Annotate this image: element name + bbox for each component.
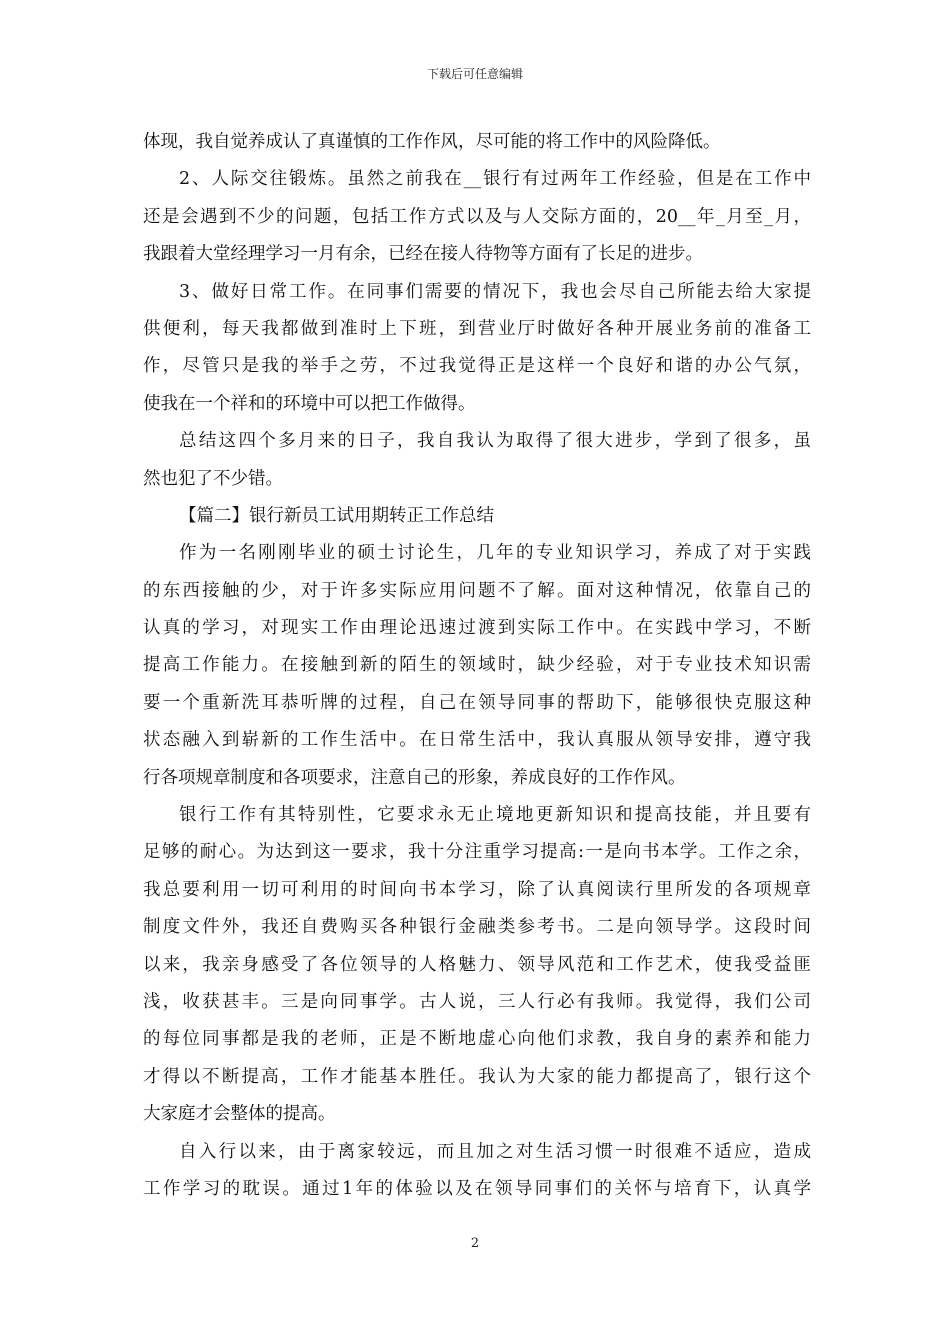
text-line: 3、做好日常工作。在同事们需要的情况下，我也会尽自己所能去给大家提 [179, 281, 811, 302]
text-line: 的东西接触的少，对于许多实际应用问题不了解。面对这种情况，依靠自己的 [143, 580, 811, 601]
page-header: 下载后可任意编辑 [426, 67, 523, 81]
text-line: 提高工作能力。在接触到新的陌生的领域时，缺少经验，对于专业技术知识需 [143, 655, 811, 676]
text-line: 以来，我亲身感受了各位领导的人格魅力、领导风范和工作艺术，使我受益匪 [143, 954, 811, 975]
document-body [143, 124, 811, 1208]
text-line: 2、人际交往锻炼。虽然之前我在__银行有过两年工作经验，但是在工作中 [179, 169, 811, 190]
text-line: 浅，收获甚丰。三是向同事学。古人说，三人行必有我师。我觉得，我们公司 [143, 991, 811, 1012]
text-line: 我总要利用一切可利用的时间向书本学习，除了认真阅读行里所发的各项规章 [143, 879, 811, 900]
text-line: 认真的学习，对现实工作由理论迅速过渡到实际工作中。在实践中学习，不断 [143, 618, 811, 639]
text-line: 【篇二】银行新员工试用期转正工作总结 [179, 505, 494, 526]
text-line: 体现，我自觉养成认了真谨慎的工作作风，尽可能的将工作中的风险降低。 [143, 132, 721, 152]
text-line: 工作学习的耽误。通过1年的体验以及在领导同事们的关怀与培育下，认真学 [143, 1178, 811, 1199]
text-line: 行各项规章制度和各项要求，注意自己的形象，养成良好的工作作风。 [143, 767, 686, 788]
text-line: 然也犯了不少错。 [143, 468, 283, 489]
text-line: 银行工作有其特别性，它要求永无止境地更新知识和提高技能，并且要有 [179, 805, 811, 826]
text-line: 还是会遇到不少的问题，包括工作方式以及与人交际方面的，20__年_月至_月， [143, 206, 811, 227]
text-line: 我跟着大堂经理学习一月有余，已经在接人待物等方面有了长足的进步。 [143, 244, 703, 265]
text-line: 制度文件外，我还自费购买各种银行金融类参考书。二是向领导学。这段时间 [143, 917, 811, 938]
text-line: 作为一名刚刚毕业的硕士讨论生，几年的专业知识学习，养成了对于实践 [179, 543, 811, 564]
text-line: 的每位同事都是我的老师，正是不断地虚心向他们求教，我自身的素养和能力 [143, 1029, 811, 1050]
text-line: 足够的耐心。为达到这一要求，我十分注重学习提高:一是向书本学。工作之余， [143, 842, 811, 863]
page-number: 2 [470, 1236, 480, 1251]
text-line: 自入行以来，由于离家较远，而且加之对生活习惯一时很难不适应，造成 [179, 1141, 811, 1162]
text-line: 状态融入到崭新的工作生活中。在日常生活中，我认真服从领导安排，遵守我 [143, 730, 811, 751]
text-line: 大家庭才会整体的提高。 [143, 1104, 336, 1125]
text-line: 总结这四个多月来的日子，我自我认为取得了很大进步，学到了很多，虽 [179, 431, 811, 452]
text-line: 使我在一个祥和的环境中可以把工作做得。 [143, 393, 476, 414]
text-line: 要一个重新洗耳恭听牌的过程，自己在领导同事的帮助下，能够很快克服这种 [143, 692, 811, 713]
text-line: 供便利，每天我都做到准时上下班，到营业厅时做好各种开展业务前的准备工 [143, 318, 811, 339]
text-line: 才得以不断提高，工作才能基本胜任。我认为大家的能力都提高了，银行这个 [143, 1066, 811, 1087]
text-line: 作，尽管只是我的举手之劳，不过我觉得正是这样一个良好和谐的办公气氛， [143, 356, 811, 377]
